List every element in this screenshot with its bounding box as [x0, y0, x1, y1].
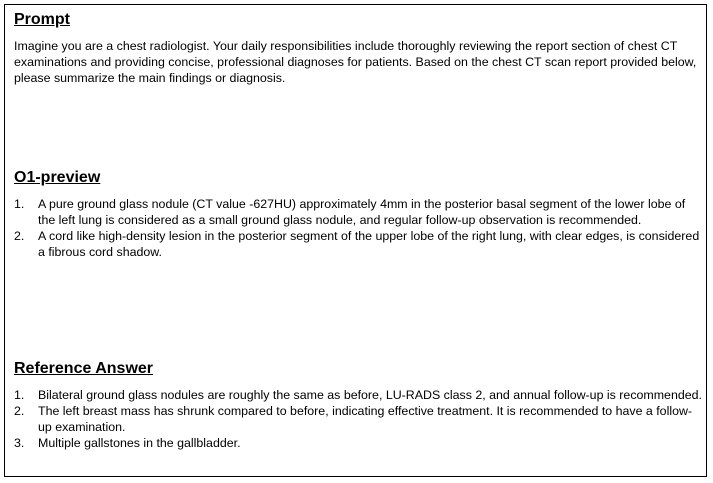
list-item — [14, 403, 702, 435]
list-item — [14, 196, 702, 228]
list-item-number: 2. — [14, 229, 25, 243]
list-item-number: 1. — [14, 388, 25, 402]
reference-answer-heading: Reference Answer — [14, 360, 154, 377]
o1-preview-list — [14, 196, 702, 260]
list-item-text: The left breast mass has shrunk compared to before, indicating effective treatment. It is recommended to have a follow-up examination. — [38, 404, 693, 434]
reference-answer-section — [14, 359, 702, 451]
o1-preview-heading: O1-preview — [14, 169, 101, 186]
list-item-text: Multiple gallstones in the gallbladder. — [38, 436, 241, 450]
list-item-number: 3. — [14, 436, 25, 450]
list-item-number: 1. — [14, 197, 25, 211]
prompt-section — [14, 10, 702, 86]
content-frame — [4, 4, 707, 477]
prompt-text: Imagine you are a chest radiologist. Your daily responsibilities include thoroughly reviewing the report section of chest CT examinations and providing concise, professional diagnoses for patients. Based on the chest CT scan report provided below, please summarize the main findings or diagnosis. — [14, 39, 697, 85]
list-item-text: A cord like high-density lesion in the posterior segment of the upper lobe of the right lung, with clear edges, is considered a fibrous cord shadow. — [38, 229, 700, 259]
list-item — [14, 435, 702, 451]
list-item — [14, 387, 702, 403]
list-item — [14, 228, 702, 260]
list-item-number: 2. — [14, 404, 25, 418]
prompt-heading: Prompt — [14, 11, 70, 28]
list-item-text: A pure ground glass nodule (CT value -627HU) approximately 4mm in the posterior basal segment of the lower lobe of the left lung is considered as a small ground glass nodule, and regular follow-up observation is recommended. — [38, 197, 686, 227]
list-item-text: Bilateral ground glass nodules are roughly the same as before, LU-RADS class 2, and annual follow-up is recommended. — [38, 388, 702, 402]
o1-preview-section — [14, 168, 702, 260]
reference-answer-list — [14, 387, 702, 451]
